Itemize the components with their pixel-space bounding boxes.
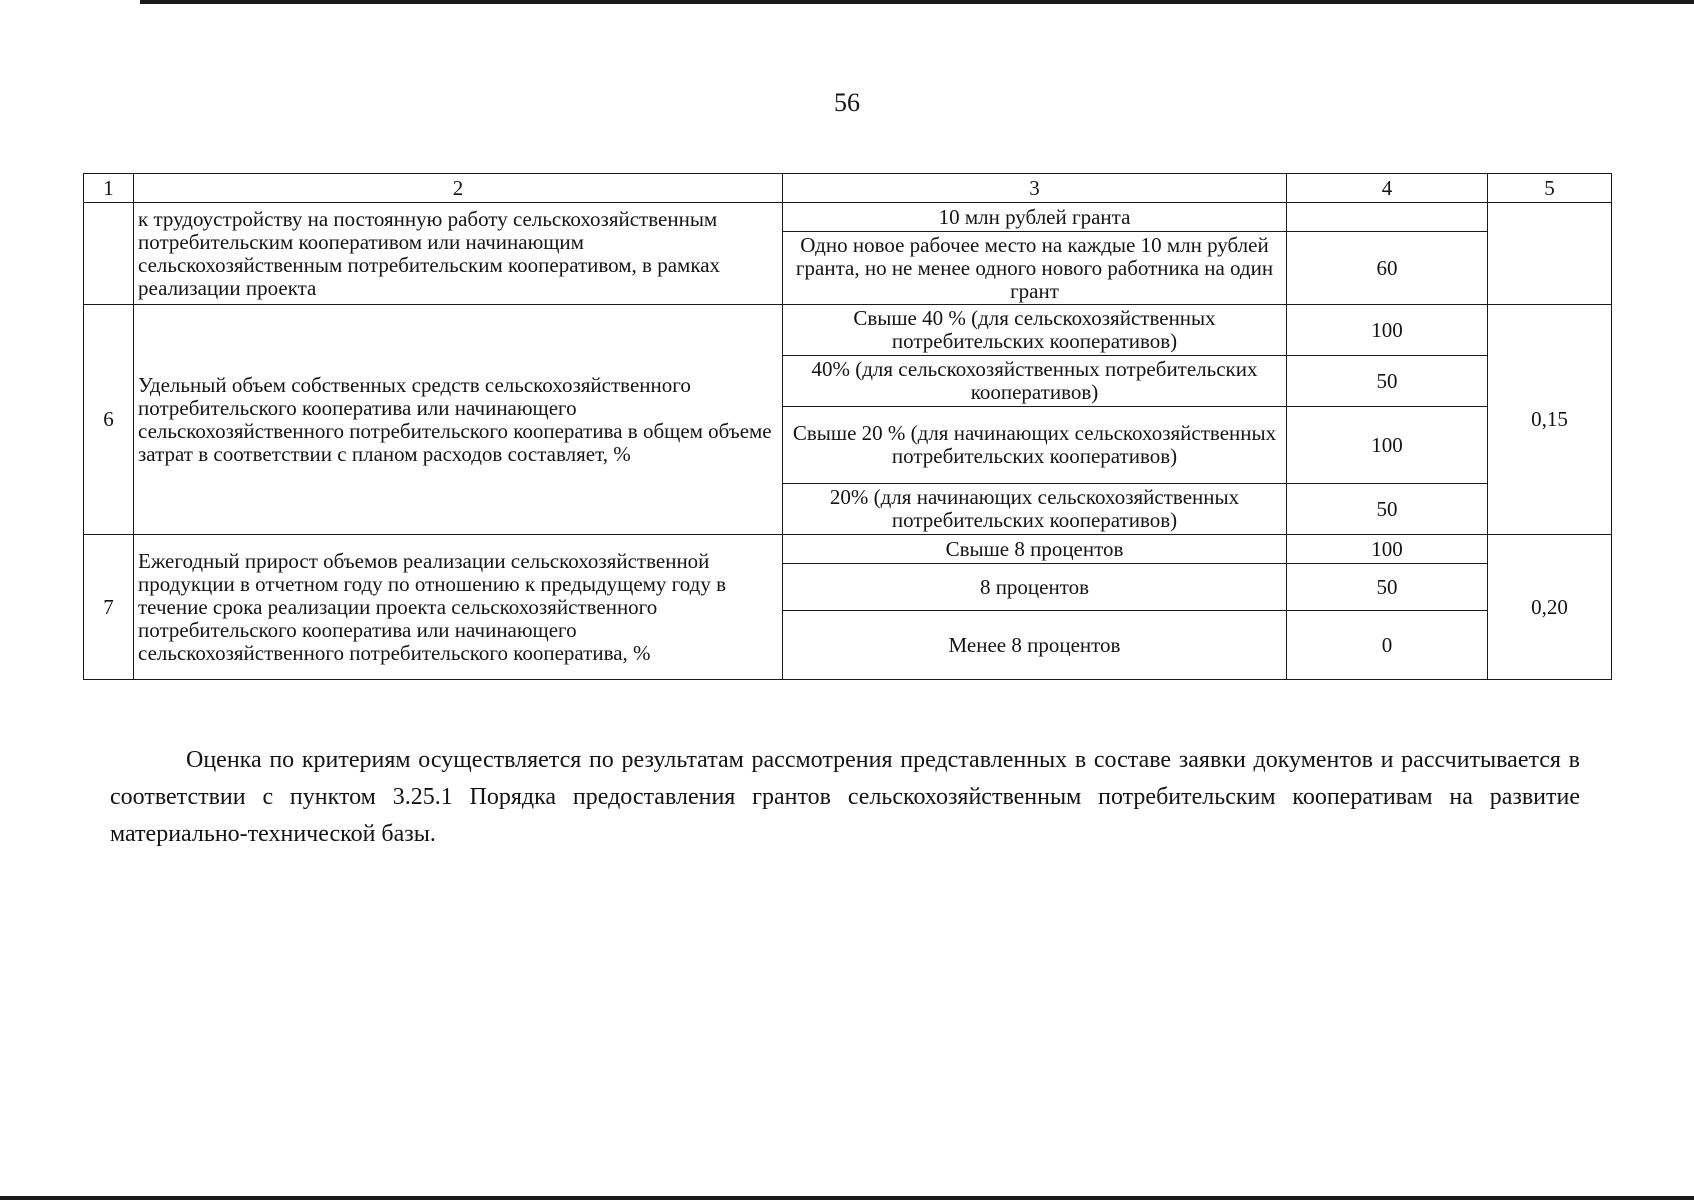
- score-cell: 100: [1287, 535, 1488, 564]
- score-cell: 0: [1287, 611, 1488, 680]
- weight-cell: 0,15: [1488, 305, 1612, 535]
- score-cell: 100: [1287, 305, 1488, 356]
- condition-cell: Свыше 20 % (для начинающих сельскохозяйственных потребительских кооперативов): [783, 407, 1287, 484]
- row-number-cell: [84, 203, 134, 305]
- condition-cell: Менее 8 процентов: [783, 611, 1287, 680]
- score-cell: 60: [1287, 232, 1488, 305]
- score-cell: 50: [1287, 564, 1488, 611]
- score-cell: 100: [1287, 407, 1488, 484]
- criterion-cell: к трудоустройству на постоянную работу сельскохозяйственным потребительским кооперативом или начинающим сельскохозяйственным потребительским кооперативом, в рамках реализации проекта: [134, 203, 783, 305]
- weight-cell: [1488, 203, 1612, 305]
- table-row: [84, 535, 1612, 564]
- table-row: [84, 305, 1612, 356]
- assessment-note-paragraph: Оценка по критериям осуществляется по результатам рассмотрения представленных в составе заявки документов и рассчитывается в соответствии с пунктом 3.25.1 Порядка предоставления грантов сельскохозяйственным потребительским кооперативам на развитие материально-технической базы.: [110, 747, 1580, 847]
- bottom-edge-line: [0, 1196, 1694, 1200]
- condition-cell: Свыше 40 % (для сельскохозяйственных потребительских кооперативов): [783, 305, 1287, 356]
- condition-cell: Одно новое рабочее место на каждые 10 млн рублей гранта, но не менее одного нового работника на один грант: [783, 232, 1287, 305]
- table-row: [84, 203, 1612, 232]
- score-cell: 50: [1287, 484, 1488, 535]
- top-edge-line: [140, 0, 1694, 4]
- criterion-cell: Удельный объем собственных средств сельскохозяйственного потребительского кооператива или начинающего сельскохозяйственного потребительского кооператива в общем объеме затрат в соответствии с планом расходов составляет, %: [134, 305, 783, 535]
- header-cell: 2: [134, 174, 783, 203]
- row-number-cell: 6: [84, 305, 134, 535]
- score-cell: [1287, 203, 1488, 232]
- condition-cell: 20% (для начинающих сельскохозяйственных потребительских кооперативов): [783, 484, 1287, 535]
- page-number: 56: [834, 88, 860, 117]
- condition-cell: Свыше 8 процентов: [783, 535, 1287, 564]
- condition-cell: 10 млн рублей гранта: [783, 203, 1287, 232]
- condition-cell: 40% (для сельскохозяйственных потребительских кооперативов): [783, 356, 1287, 407]
- header-cell: 5: [1488, 174, 1612, 203]
- header-cell: 3: [783, 174, 1287, 203]
- header-cell: 4: [1287, 174, 1488, 203]
- table-header-row: [84, 174, 1612, 203]
- row-number-cell: 7: [84, 535, 134, 680]
- criteria-table: [83, 173, 1612, 680]
- header-cell: 1: [84, 174, 134, 203]
- criterion-cell: Ежегодный прирост объемов реализации сельскохозяйственной продукции в отчетном году по отношению к предыдущему году в течение срока реализации проекта сельскохозяйственного потребительского кооператива или начинающего сельскохозяйственного потребительского кооператива, %: [134, 535, 783, 680]
- score-cell: 50: [1287, 356, 1488, 407]
- condition-cell: 8 процентов: [783, 564, 1287, 611]
- weight-cell: 0,20: [1488, 535, 1612, 680]
